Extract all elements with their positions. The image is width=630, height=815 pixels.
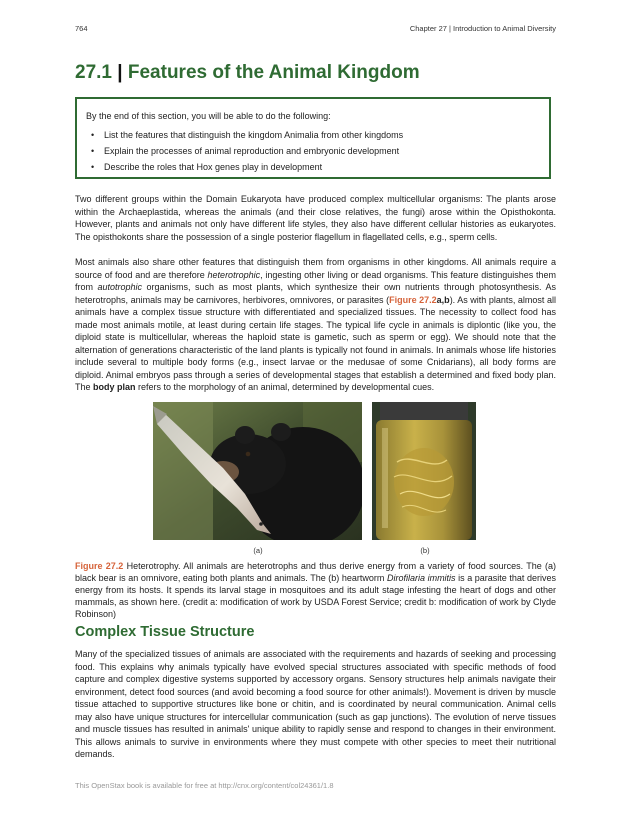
page-header	[75, 24, 556, 36]
objectives-list	[86, 127, 540, 175]
species-name: Dirofilaria immitis	[386, 573, 456, 583]
text-run: is a parasite that derives energy from its hosts. It spends its larval stage in mosquitoes and its adult stage infesting the heart of dogs and other mammals, as shown here. (credit a: modification of work by USDA Forest Service; credit b: modification of work by Clyde Robinson)	[75, 573, 556, 619]
black-bear-photo	[153, 402, 362, 540]
body-paragraph: Many of the specialized tissues of animals are associated with the requirements and hazards of seeking and processing food. This explains why animals typically have evolved special structures associated with specific methods of food capture and complex digestive systems supported by accessory organs. Sensory structures help animals navigate their environment, detect food sources (and avoid becoming a food source for other animals!). Movement is driven by muscle tissue attached to supportive structures like bone or chitin, and is coordinated by neural communication. Animal cells may also have unique structures for intercellular communication (such as gap junctions). The evolution of nerve tissues and muscle tissues has resulted in animals' unique ability to rapidly sense and respond to changes in their environment. This allows animals to survive in environments where they must compete with other species to meet their nutritional demands.	[75, 649, 556, 759]
subfigure-label-a: (a)	[253, 546, 263, 555]
page-footer: This OpenStax book is available for free at http://cnx.org/content/col24361/1.8	[75, 781, 334, 790]
body-paragraph: Two different groups within the Domain Eukaryota have produced complex multicellular organisms: The plants arose within the Archaeplastida, whereas the animals (and their close relatives, the fungi) arose within the Opisthokonta. However, plants and animals not only have different life styles, they also have different cellular histories as eukaryotes. The opisthokonts share the possession of a single posterior flagellum in flagellated cells, e.g., sperm cells.	[75, 194, 556, 242]
text-run: organisms, such as most plants, which synthesize their own nutrients through photosynthesis. As heterotrophs, animals may be carnivores, herbivores, omnivores, or parasites (	[75, 282, 556, 305]
text-run: Most animals also share other features that distinguish them from organisms in other kingdoms. All animals require a source of food and are therefore	[75, 257, 556, 280]
objectives-intro: By the end of this section, you will be able to do the following:	[86, 111, 331, 121]
section-heading	[75, 62, 420, 84]
subfigure-label-b: (b)	[420, 546, 430, 555]
objective-item: • Describe the roles that Hox genes play in development	[104, 159, 540, 175]
figure-caption	[75, 560, 556, 620]
section-number: 27.1	[75, 62, 112, 83]
text-run: , ingesting other living or dead organisms. This feature distinguishes them from	[75, 269, 556, 292]
term-body-plan: body plan	[93, 382, 136, 392]
objective-item: • Explain the processes of animal reproduction and embryonic development	[104, 143, 540, 159]
learning-objectives-box	[75, 97, 551, 179]
figure-link[interactable]: Figure 27.2	[389, 294, 437, 305]
black-bear-illustration	[153, 402, 362, 540]
body-paragraph	[75, 256, 556, 394]
text-run: refers to the morphology of an animal, determined by developmental cues.	[135, 382, 435, 392]
subsection-heading: Complex Tissue Structure	[75, 624, 255, 640]
page-number: 764	[75, 24, 88, 33]
section-separator: |	[117, 62, 123, 83]
heartworm-jar-illustration	[372, 402, 476, 540]
chapter-title: Chapter 27 | Introduction to Animal Diversity	[409, 24, 556, 33]
text-run: Heterotrophy. All animals are heterotrophs and thus derive energy from a variety of food sources. The (a) black bear is an omnivore, eating both plants and animals. The (b) heartworm	[75, 561, 556, 583]
section-title: Features of the Animal Kingdom	[127, 62, 420, 83]
term-heterotrophic: heterotrophic	[207, 269, 261, 280]
heartworm-jar-photo	[372, 402, 476, 540]
figure-link-parts: a,b	[436, 294, 450, 305]
term-autotrophic: autotrophic	[97, 282, 143, 292]
text-run: ). As with plants, almost all animals have a complex tissue structure with differentiated and specialized tissues. The necessity to collect food has made most animals motile, at least during certain life stages. The typical life cycle in animals is diplontic (like you, the diploid state is multicellular, whereas the haploid state is gametic, such as sperm or egg). We should note that the alternation of generations characteristic of the land plants is typically not found in animals. In animals whose life histories include several to multiple body forms (e.g., insect larvae or the medusae of some Cnidarians), all body forms are diploid. Animal embryos pass through a series of developmental stages that establish a determined and fixed body plan. The	[75, 294, 556, 392]
figure-caption-label: Figure 27.2	[75, 561, 124, 571]
objective-item: • List the features that distinguish the kingdom Animalia from other kingdoms	[104, 127, 540, 143]
